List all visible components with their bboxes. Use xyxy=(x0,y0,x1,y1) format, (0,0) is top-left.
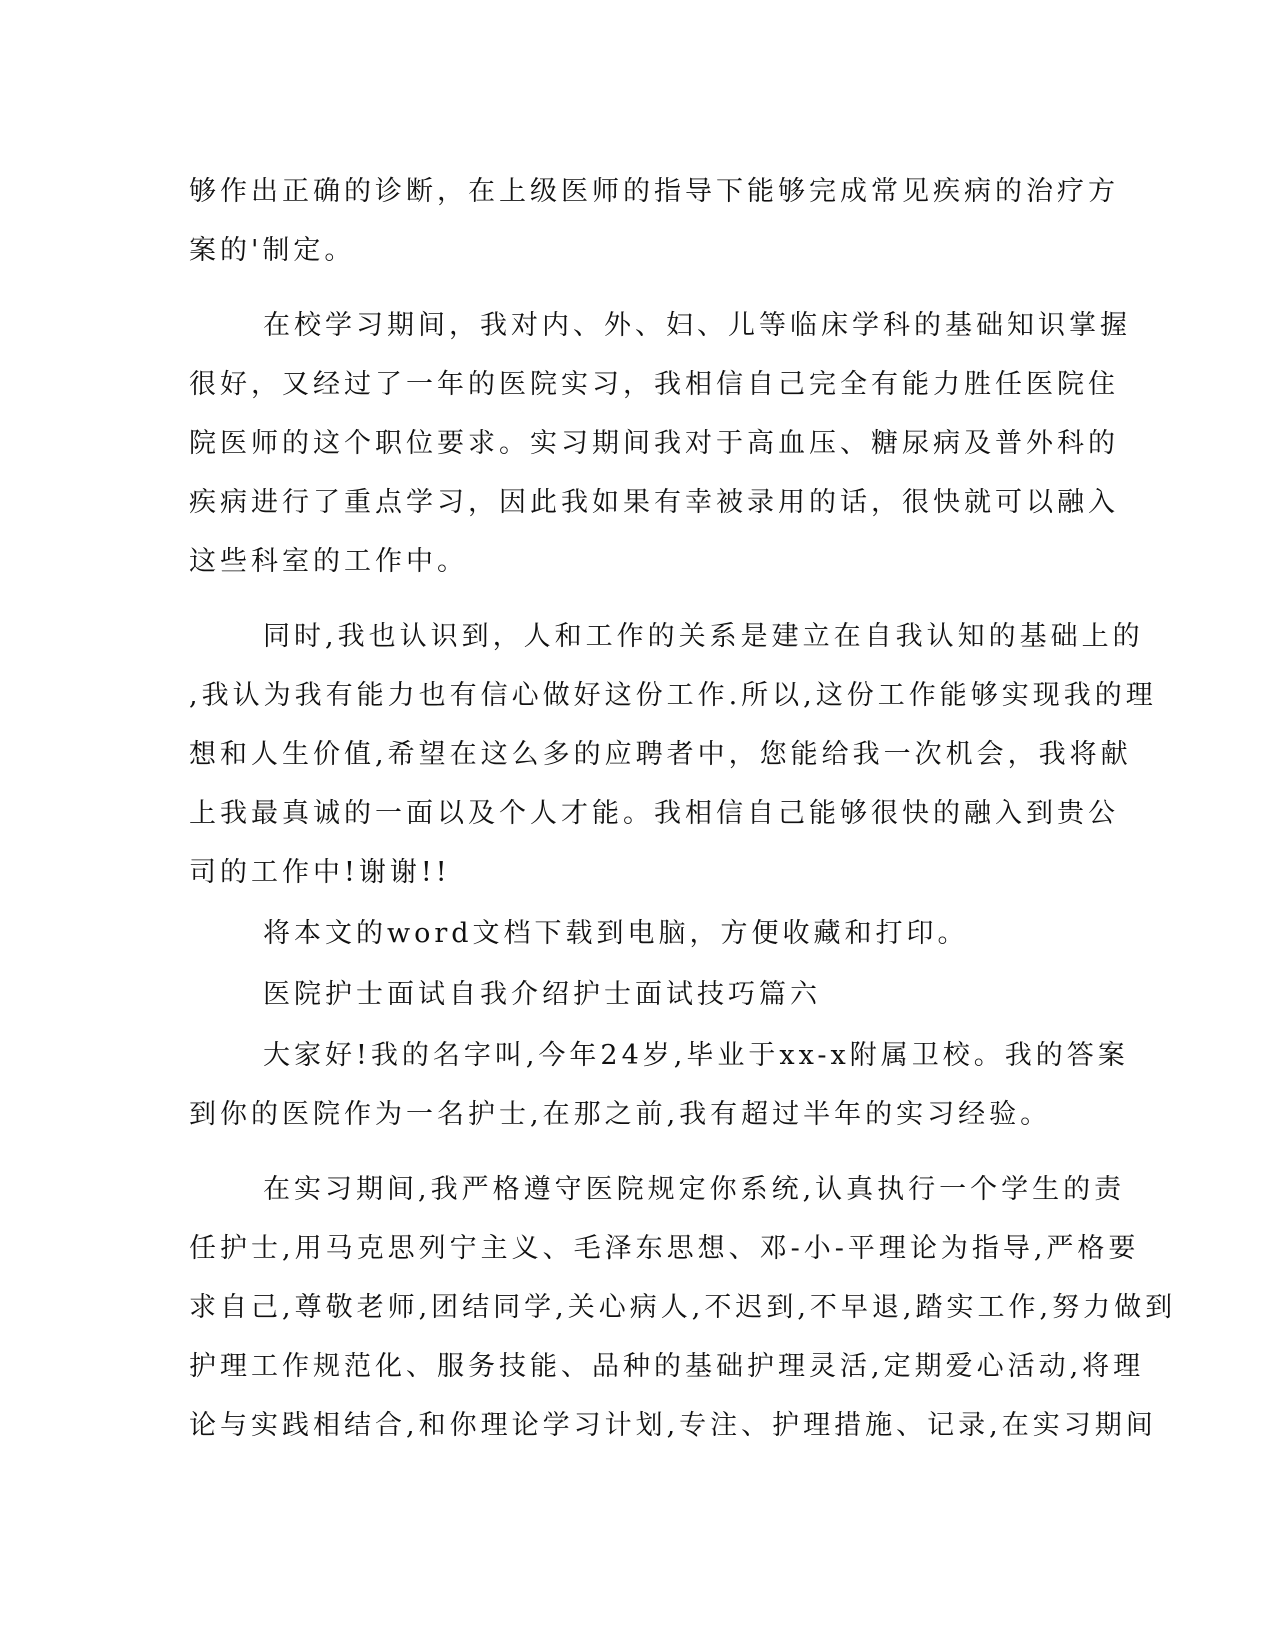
heading-text: 医院护士面试自我介绍护士面试技巧篇六 xyxy=(263,979,821,1010)
text-line: 够作出正确的诊断，在上级医师的指导下能够完成常见疾病的治疗方 xyxy=(189,176,1119,207)
paragraph-self-awareness xyxy=(189,607,1157,902)
text-line: 这些科室的工作中。 xyxy=(189,546,468,577)
section-heading xyxy=(189,965,1085,1024)
text-line: 案的'制定。 xyxy=(189,235,356,266)
text-line: 上我最真诚的一面以及个人才能。我相信自己能够很快的融入到贵公 xyxy=(189,798,1119,829)
text-line: 在校学习期间，我对内、外、妇、儿等临床学科的基础知识掌握 xyxy=(263,310,1131,341)
text-line: 院医师的这个职位要求。实习期间我对于高血压、糖尿病及普外科的 xyxy=(189,428,1119,459)
text-line: 很好，又经过了一年的医院实习，我相信自己完全有能力胜任医院住 xyxy=(189,369,1119,400)
paragraph-internship xyxy=(189,1160,1177,1455)
text-line: 同时,我也认识到，人和工作的关系是建立在自我认知的基础上的 xyxy=(263,621,1144,652)
paragraph-diagnosis xyxy=(189,162,1119,280)
paragraph-greeting xyxy=(189,1026,1129,1144)
document-body xyxy=(189,162,1177,1455)
text-line: 想和人生价值,希望在这么多的应聘者中，您能给我一次机会，我将献 xyxy=(189,739,1132,770)
text-line: 将本文的word文档下载到电脑，方便收藏和打印。 xyxy=(263,918,969,949)
text-line: 在实习期间,我严格遵守医院规定你系统,认真执行一个学生的责 xyxy=(263,1174,1126,1205)
paragraph-spacer xyxy=(189,591,1085,607)
paragraph-school-study xyxy=(189,296,1131,591)
text-line: 护理工作规范化、服务技能、品种的基础护理灵活,定期爱心活动,将理 xyxy=(189,1351,1145,1382)
paragraph-download-note xyxy=(189,904,1085,963)
paragraph-spacer xyxy=(189,280,1085,296)
text-line: 求自己,尊敬老师,团结同学,关心病人,不迟到,不早退,踏实工作,努力做到 xyxy=(189,1292,1177,1323)
text-line: 到你的医院作为一名护士,在那之前,我有超过半年的实习经验。 xyxy=(189,1099,1052,1130)
paragraph-spacer xyxy=(189,1144,1085,1160)
text-line: 疾病进行了重点学习，因此我如果有幸被录用的话，很快就可以融入 xyxy=(189,487,1119,518)
text-line: 论与实践相结合,和你理论学习计划,专注、护理措施、记录,在实习期间 xyxy=(189,1410,1157,1441)
text-line: 任护士,用马克思列宁主义、毛泽东思想、邓-小-平理论为指导,严格要 xyxy=(189,1233,1140,1264)
text-line: 大家好!我的名字叫,今年24岁,毕业于xx-x附属卫校。我的答案 xyxy=(263,1040,1129,1071)
text-line: ,我认为我有能力也有信心做好这份工作.所以,这份工作能够实现我的理 xyxy=(189,680,1157,711)
text-line: 司的工作中!谢谢!! xyxy=(189,857,451,888)
